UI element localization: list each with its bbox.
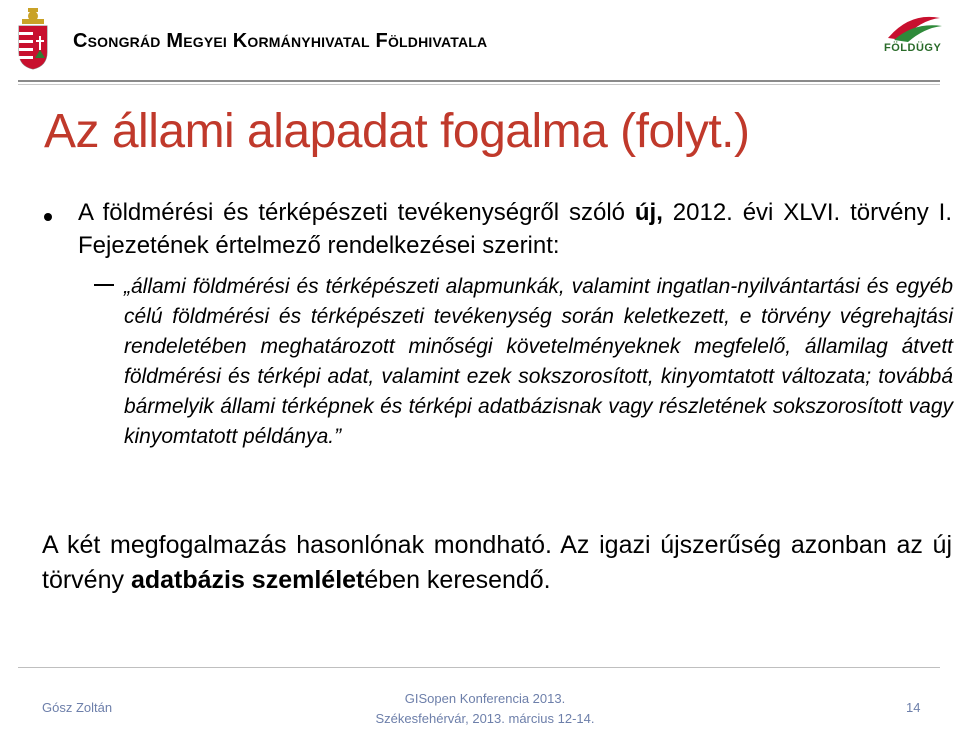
conclusion-bold: adatbázis szemlélet [130, 566, 365, 594]
definition-quote: „állami földmérési és térképészeti alapmunkák, valamint ingatlan-nyilvántartási és egyéb célú földmérési és térképészeti tevékenység során keletkezett, e törvény végrehajtási rendeletében meghatározott minőségi követelményeknek megfelelő, államilag átvett földmérési és térképi adat, valamint ezek sokszorosított, kinyomtatott változata; továbbá bármelyik állami térképnek és térképi adatbázisnak vagy részletének sokszorosított vagy kinyomtatott példánya.” [124, 275, 953, 448]
header-divider [18, 80, 940, 82]
footer-conference [360, 689, 610, 729]
footer-conference-name: GISopen Konferencia 2013. [404, 691, 566, 706]
footer-divider [18, 667, 940, 668]
coat-of-arms-icon [16, 8, 50, 70]
organization-title: Csongrád Megyei Kormányhivatal Földhivatala [73, 30, 488, 52]
bullet-text-part1: A földmérési és térképészeti tevékenységről szóló [78, 199, 635, 226]
bullet-icon [44, 213, 52, 221]
foldugy-logo-text: FÖLDÜGY [884, 42, 942, 54]
header-divider-thin [18, 84, 940, 85]
conclusion-part2: ében keresendő. [364, 566, 551, 594]
page-number: 14 [906, 700, 921, 715]
footer-conference-place-date: Székesfehérvár, 2013. március 12-14. [375, 711, 595, 726]
slide-title: Az állami alapadat fogalma (folyt.) [44, 105, 750, 158]
sub-bullet-dash-icon [94, 284, 114, 286]
bullet-text [78, 196, 952, 262]
conclusion-text [42, 528, 952, 598]
footer-author: Gósz Zoltán [42, 700, 113, 715]
bullet-text-part2: 2012. évi XLVI. törvény I. Fejezetének értelmező rendelkezései szerint: [78, 199, 952, 259]
conclusion-part1: A két megfogalmazás hasonlónak mondható. Az igazi újszerűség azonban az új törvény [42, 531, 952, 594]
bullet-text-bold: új, [634, 199, 663, 226]
